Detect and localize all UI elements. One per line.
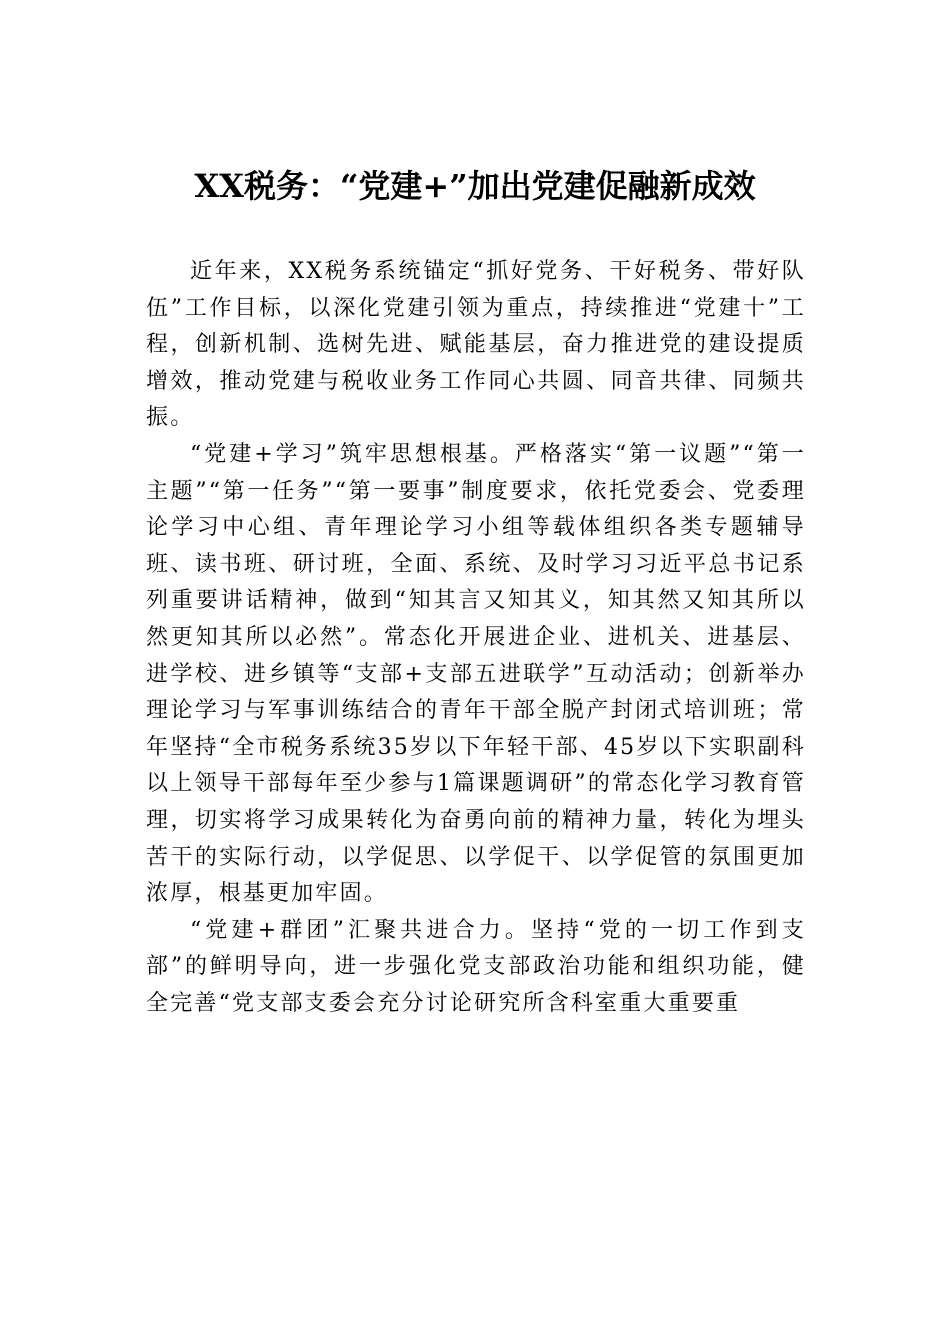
paragraph-intro: 近年来，XX税务系统锚定“抓好党务、干好税务、带好队伍”工作目标，以深化党建引领为重点，持续推进“党建十”工程，创新机制、选树先进、赋能基层，奋力推进党的建设提质增效，推动党建与税收业务工作同心共圆、同音共律、同频共振。: [146, 259, 806, 431]
paragraph-party-study: “党建+学习”筑牢思想根基。严格落实“第一议题”“第一主题”“第一任务”“第一要事”制度要求，依托党委会、党委理论学习中心组、青年理论学习小组等载体组织各类专题辅导班、读书班、研讨班，全面、系统、及时学习习近平总书记系列重要讲话精神，做到“知其言又知其义，知其然又知其所以然更知其所以必然”。常态化开展进企业、进机关、进基层、进学校、进乡镇等“支部+支部五进联学”互动活动；创新举办理论学习与军事训练结合的青年干部全脱产封闭式培训班；常年坚持“全市税务系统35岁以下年轻干部、45岁以下实职副科以上领导干部每年至少参与1篇课题调研”的常态化学习教育管理，切实将学习成果转化为奋勇向前的精神力量，转化为埋头苦干的实际行动，以学促思、以学促干、以学促管的氛围更加浓厚，根基更加牢固。: [146, 441, 806, 907]
paragraph-party-group: “党建+群团”汇聚共进合力。坚持“党的一切工作到支部”的鲜明导向，进一步强化党支部政治功能和组织功能，健全完善“党支部支委会充分讨论研究所含科室重大重要重: [146, 917, 806, 1016]
document-body: [146, 254, 806, 1022]
document-title: XX税务：“党建+”加出党建促融新成效: [194, 167, 756, 205]
